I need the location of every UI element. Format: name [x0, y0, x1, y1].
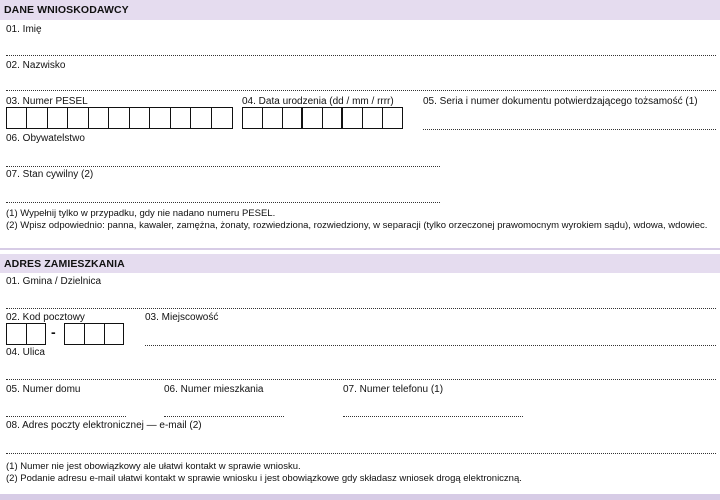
phone-number-label: 07. Numer telefonu (1) [343, 384, 444, 395]
municipality-label: 01. Gmina / Dzielnica [6, 276, 102, 287]
pesel-label: 03. Numer PESEL [6, 96, 88, 107]
birth-date-digit-box[interactable] [343, 108, 363, 128]
pesel-digit-box[interactable] [7, 108, 27, 128]
first-name-field[interactable] [6, 55, 716, 56]
page-bottom-divider [0, 494, 720, 500]
pesel-digit-box[interactable] [68, 108, 88, 128]
birth-date-digit-box[interactable] [243, 108, 263, 128]
section-divider [0, 248, 720, 250]
pesel-digit-box[interactable] [150, 108, 170, 128]
postal-code-prefix-input[interactable] [6, 323, 46, 345]
last-name-field[interactable] [6, 90, 716, 91]
house-number-field[interactable] [6, 416, 126, 417]
apartment-number-field[interactable] [164, 416, 284, 417]
birth-date-digit-box[interactable] [283, 108, 303, 128]
last-name-label: 02. Nazwisko [6, 60, 66, 71]
section-header-applicant [0, 0, 720, 20]
section-title: DANE WNIOSKODAWCY [4, 4, 129, 16]
birth-date-digit-box[interactable] [323, 108, 343, 128]
marital-status-field[interactable] [6, 202, 440, 203]
postal-code-suffix-input[interactable] [64, 323, 124, 345]
email-label: 08. Adres poczty elektronicznej — e-mail (2) [6, 420, 202, 431]
postal-digit-box[interactable] [7, 324, 27, 344]
postal-code-label: 02. Kod pocztowy [6, 312, 85, 323]
id-document-field[interactable] [423, 129, 716, 130]
city-label: 03. Miejscowość [145, 312, 219, 323]
birth-date-digit-box[interactable] [303, 108, 323, 128]
pesel-digit-box[interactable] [89, 108, 109, 128]
birth-date-input[interactable] [242, 107, 403, 129]
pesel-digit-box[interactable] [109, 108, 129, 128]
footnote-1: (1) Wypełnij tylko w przypadku, gdy nie nadano numeru PESEL. [6, 208, 276, 219]
city-field[interactable] [145, 345, 716, 346]
postal-digit-box[interactable] [65, 324, 85, 344]
street-label: 04. Ulica [6, 347, 45, 358]
street-field[interactable] [6, 379, 716, 380]
pesel-digit-box[interactable] [171, 108, 191, 128]
postal-digit-box[interactable] [85, 324, 105, 344]
birth-date-digit-box[interactable] [263, 108, 283, 128]
postal-code-dash: - [51, 324, 56, 340]
citizenship-label: 06. Obywatelstwo [6, 133, 85, 144]
pesel-digit-box[interactable] [191, 108, 211, 128]
apartment-number-label: 06. Numer mieszkania [164, 384, 264, 395]
pesel-digit-box[interactable] [212, 108, 232, 128]
birth-date-digit-box[interactable] [383, 108, 402, 128]
email-field[interactable] [6, 453, 716, 454]
postal-digit-box[interactable] [27, 324, 45, 344]
birth-date-label: 04. Data urodzenia (dd / mm / rrrr) [242, 96, 394, 107]
section-header-address [0, 254, 720, 273]
pesel-digit-box[interactable] [130, 108, 150, 128]
marital-status-label: 07. Stan cywilny (2) [6, 169, 94, 180]
municipality-field[interactable] [6, 308, 716, 309]
footnote-2: (2) Podanie adresu e-mail ułatwi kontakt w sprawie wniosku i jest obowiązkowe gdy składasz wniosek drogą elektroniczną. [6, 473, 522, 484]
first-name-label: 01. Imię [6, 24, 42, 35]
pesel-input[interactable] [6, 107, 233, 129]
footnote-1: (1) Numer nie jest obowiązkowy ale ułatwi kontakt w sprawie wniosku. [6, 461, 301, 472]
pesel-digit-box[interactable] [48, 108, 68, 128]
section-title: ADRES ZAMIESZKANIA [4, 257, 125, 270]
phone-number-field[interactable] [343, 416, 523, 417]
birth-date-digit-box[interactable] [363, 108, 383, 128]
house-number-label: 05. Numer domu [6, 384, 81, 395]
citizenship-field[interactable] [6, 166, 440, 167]
postal-digit-box[interactable] [105, 324, 123, 344]
id-document-label: 05. Seria i numer dokumentu potwierdzającego tożsamość (1) [423, 96, 698, 107]
pesel-digit-box[interactable] [27, 108, 47, 128]
footnote-2: (2) Wpisz odpowiednio: panna, kawaler, zamężna, żonaty, rozwiedziona, rozwiedziony, w separacji (tylko orzeczonej prawomocnym wyrokiem sądu), wdowa, wdowiec. [6, 220, 708, 231]
